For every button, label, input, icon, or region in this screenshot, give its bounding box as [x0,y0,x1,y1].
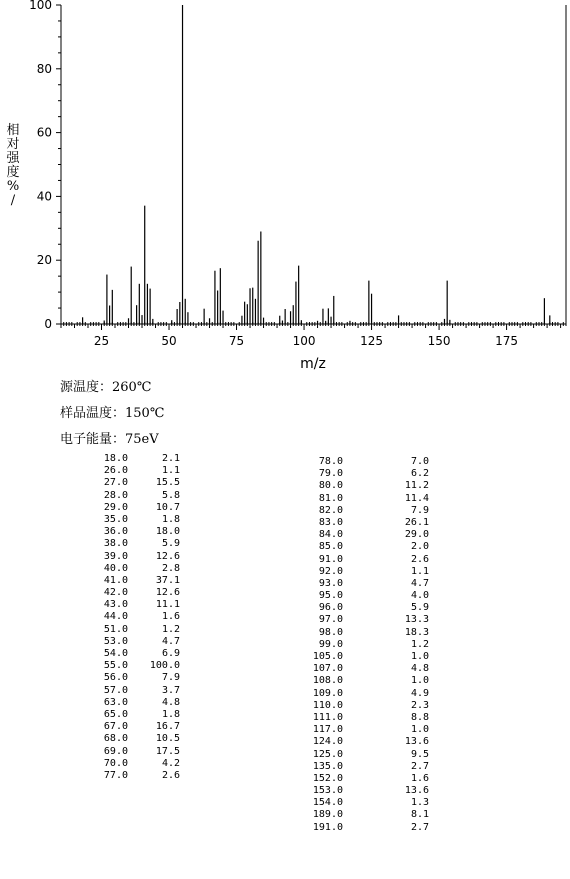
mz-value: 53.0 [103,635,128,647]
table-row [305,554,429,566]
intensity-value: 13.6 [404,736,429,748]
mz-value: 99.0 [318,638,343,650]
table-row [305,700,429,712]
intensity-value: 15.5 [155,477,180,489]
x-tick-label: 50 [161,334,177,348]
table-row [305,602,429,614]
table-row [305,688,429,700]
table-row [88,746,180,758]
mz-value: 135.0 [312,760,343,772]
mz-value: 152.0 [312,772,343,784]
y-tick-label: 60 [36,125,52,140]
intensity-value: 2.1 [161,453,180,464]
intensity-value: 1.1 [410,565,429,577]
intensity-value: 1.2 [161,623,180,635]
intensity-value: 9.5 [410,748,429,760]
table-row [88,490,180,502]
mz-value: 63.0 [103,696,128,708]
mz-value: 79.0 [318,468,343,480]
intensity-value: 5.8 [161,489,180,501]
mz-value: 105.0 [312,651,343,662]
mz-value: 92.0 [318,565,343,577]
table-row [305,541,429,553]
table-row [305,517,429,529]
table-row [88,599,180,611]
mz-value: 81.0 [318,492,343,504]
table-row [305,529,429,541]
peak-table-right [305,456,429,834]
table-row [305,822,429,834]
intensity-value: 6.9 [161,648,180,659]
table-row [88,477,180,489]
mz-value: 65.0 [103,708,128,720]
mz-value: 40.0 [103,562,128,574]
mz-value: 18.0 [103,453,128,464]
mz-value: 36.0 [103,526,128,538]
table-row [305,627,429,639]
y-tick-label: 20 [36,253,52,268]
mz-value: 68.0 [103,733,128,745]
mz-value: 153.0 [312,785,343,797]
sample-temperature: 样品温度：150℃ [60,406,165,421]
intensity-value: 1.6 [161,611,180,623]
mz-value: 26.0 [103,465,128,477]
table-row [305,809,429,821]
table-row [88,575,180,587]
table-row [305,712,429,724]
intensity-value: 2.7 [410,821,429,833]
table-row [88,697,180,709]
table-row [305,578,429,590]
mz-value: 85.0 [318,541,343,553]
mz-value: 70.0 [103,757,128,769]
intensity-value: 1.1 [161,465,180,477]
mz-value: 96.0 [318,602,343,614]
table-row [305,480,429,492]
table-row [88,733,180,745]
mz-value: 51.0 [103,623,128,635]
intensity-value: 5.9 [161,538,180,550]
y-tick-label: 40 [36,189,52,204]
intensity-value: 13.6 [404,785,429,797]
intensity-value: 2.6 [161,769,180,781]
intensity-value: 37.1 [155,574,180,586]
y-axis-label-char: 强 [6,151,20,166]
table-row [305,639,429,651]
table-row [305,773,429,785]
mz-value: 39.0 [103,550,128,562]
mz-value: 56.0 [103,672,128,684]
electron-energy: 电子能量：75eV [60,432,159,447]
intensity-value: 12.6 [155,550,180,562]
mz-value: 69.0 [103,745,128,757]
y-axis-label-char: 对 [6,137,20,152]
mz-value: 154.0 [312,797,343,809]
x-tick-label: 175 [495,334,519,348]
table-row [305,614,429,626]
table-row [305,675,429,687]
table-row [305,724,429,736]
mz-value: 29.0 [103,501,128,513]
mz-value: 189.0 [312,809,343,821]
intensity-value: 2.7 [410,760,429,772]
intensity-value: 1.8 [161,708,180,720]
intensity-value: 7.9 [161,672,180,684]
table-row [88,709,180,721]
mz-value: 42.0 [103,587,128,599]
intensity-value: 2.8 [161,562,180,574]
intensity-value: 1.0 [410,675,429,687]
x-tick-label: 25 [93,334,110,348]
y-axis-label-char: 相 [6,123,20,138]
mz-value: 82.0 [318,504,343,516]
intensity-value: 5.9 [410,602,429,614]
mz-value: 124.0 [312,736,343,748]
chart-ticks [29,0,566,348]
mz-value: 41.0 [103,574,128,586]
table-row [88,538,180,550]
table-row [88,636,180,648]
table-row [305,566,429,578]
table-row [88,648,180,660]
intensity-value: 2.0 [410,541,429,553]
y-tick-label: 80 [36,61,52,76]
y-axis-label-char: 度 [6,165,20,180]
intensity-value: 4.9 [410,687,429,699]
x-tick-label: 100 [292,334,316,348]
mz-value: 93.0 [318,577,343,589]
y-tick-label: 100 [29,0,52,12]
mz-value: 38.0 [103,538,128,550]
table-row [88,465,180,477]
mz-value: 84.0 [318,529,343,541]
mz-value: 43.0 [103,599,128,611]
table-row [88,660,180,672]
intensity-value: 11.1 [155,599,180,611]
mz-value: 80.0 [318,480,343,492]
intensity-value: 29.0 [404,529,429,541]
peak-table-left [88,453,180,782]
table-row [305,590,429,602]
intensity-value: 1.6 [410,772,429,784]
intensity-value: 7.0 [410,456,429,467]
table-row [88,672,180,684]
mass-spectrum-chart [0,0,570,372]
intensity-value: 13.3 [404,614,429,626]
x-tick-label: 125 [360,334,384,348]
intensity-value: 8.8 [410,711,429,723]
y-axis-label [4,124,22,208]
intensity-value: 3.7 [161,684,180,696]
mz-value: 83.0 [318,516,343,528]
table-row [88,611,180,623]
table-row [88,453,180,465]
intensity-value: 6.2 [410,468,429,480]
intensity-value: 1.8 [161,513,180,525]
y-axis-label-char: % [6,179,20,194]
table-row [305,505,429,517]
intensity-value: 1.2 [410,638,429,650]
mz-value: 78.0 [318,456,343,467]
table-row [305,761,429,773]
intensity-value: 4.8 [161,696,180,708]
intensity-value: 18.3 [404,626,429,638]
intensity-value: 11.2 [404,480,429,492]
mz-value: 77.0 [103,769,128,781]
y-tick-label: 0 [44,317,52,331]
intensity-value: 16.7 [155,721,180,733]
mz-value: 98.0 [318,626,343,638]
table-row [305,797,429,809]
table-row [305,736,429,748]
mz-value: 111.0 [312,711,343,723]
intensity-value: 4.0 [410,590,429,602]
mz-value: 107.0 [312,663,343,675]
table-row [305,749,429,761]
intensity-value: 4.7 [410,577,429,589]
intensity-value: 10.5 [155,733,180,745]
y-axis-label-char: / [10,193,16,208]
mz-value: 108.0 [312,675,343,687]
table-row [88,721,180,733]
x-axis-label: m/z [300,356,326,372]
table-row [305,785,429,797]
intensity-value: 4.2 [161,757,180,769]
table-row [305,651,429,663]
intensity-value: 100.0 [149,660,180,672]
mz-value: 28.0 [103,489,128,501]
intensity-value: 11.4 [404,492,429,504]
chart-peaks [83,5,550,324]
mz-value: 35.0 [103,513,128,525]
intensity-value: 10.7 [155,501,180,513]
table-row [88,563,180,575]
mz-value: 95.0 [318,590,343,602]
table-row [88,758,180,770]
table-row [88,514,180,526]
mz-value: 67.0 [103,721,128,733]
mz-value: 55.0 [103,660,128,672]
source-temperature: 源温度：260℃ [60,380,152,395]
table-row [305,493,429,505]
intensity-value: 18.0 [155,526,180,538]
table-row [88,551,180,563]
table-row [305,663,429,675]
intensity-value: 2.3 [410,699,429,711]
mz-value: 27.0 [103,477,128,489]
table-row [88,502,180,514]
x-tick-label: 150 [427,334,451,348]
table-row [88,685,180,697]
intensity-value: 4.7 [161,635,180,647]
intensity-value: 1.0 [410,724,429,736]
mz-value: 117.0 [312,724,343,736]
mz-value: 91.0 [318,553,343,565]
mz-value: 54.0 [103,648,128,659]
mz-value: 57.0 [103,684,128,696]
chart-axes [61,5,566,324]
table-row [88,587,180,599]
table-row [88,624,180,636]
intensity-value: 26.1 [404,516,429,528]
mz-value: 125.0 [312,748,343,760]
intensity-value: 1.0 [410,651,429,662]
intensity-value: 17.5 [155,745,180,757]
intensity-value: 7.9 [410,504,429,516]
intensity-value: 8.1 [410,809,429,821]
intensity-value: 12.6 [155,587,180,599]
mz-value: 109.0 [312,687,343,699]
table-row [305,456,429,468]
mz-value: 44.0 [103,611,128,623]
table-row [305,468,429,480]
intensity-value: 2.6 [410,553,429,565]
intensity-value: 1.3 [410,797,429,809]
table-row [88,770,180,782]
x-tick-label: 75 [228,334,245,348]
mz-value: 191.0 [312,821,343,833]
mz-value: 97.0 [318,614,343,626]
mz-value: 110.0 [312,699,343,711]
intensity-value: 4.8 [410,663,429,675]
table-row [88,526,180,538]
